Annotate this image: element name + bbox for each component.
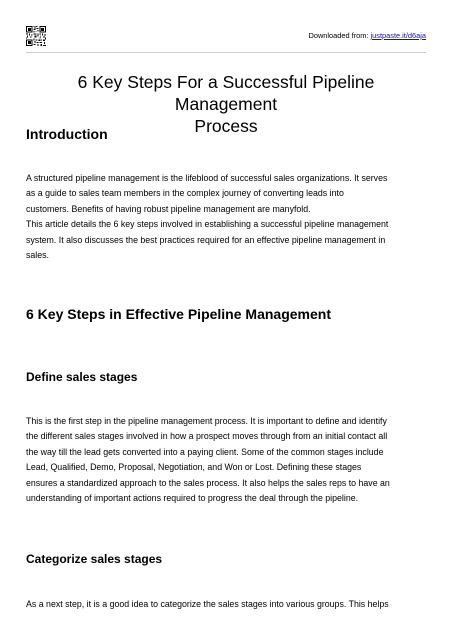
paragraph-line: This article details the 6 key steps involved in establishing a successful pipeline management	[26, 219, 389, 230]
paragraph-line: As a next step, it is a good idea to categorize the sales stages into various groups. This helps	[26, 599, 389, 609]
download-source	[309, 31, 427, 40]
introduction-paragraph	[26, 171, 426, 263]
paragraph-line: system. It also discusses the best practices required for an effective pipeline management in	[26, 234, 386, 245]
introduction-heading: Introduction	[26, 126, 108, 142]
header-divider	[26, 52, 426, 53]
paragraph-line: sales.	[26, 250, 49, 261]
paragraph-line: the different sales stages involved in how a prospect moves through from an initial contact all	[26, 431, 388, 442]
page-header	[26, 26, 426, 52]
paragraph-line: This is the first step in the pipeline management process. It is important to define and identify	[26, 416, 387, 426]
download-source-label: Downloaded from:	[308, 31, 371, 40]
categorize-stages-heading: Categorize sales stages	[26, 552, 163, 566]
document-title-line-2: Process	[194, 116, 258, 136]
paragraph-line: the way till the lead gets converted into a paying client. Some of the common stages include	[26, 446, 384, 457]
paragraph-line: ensures a standardized approach to the sales process. It also helps the sales reps to have an	[26, 477, 390, 488]
paragraph-line: understanding of important actions required to progress the deal through the pipeline.	[26, 493, 359, 504]
categorize-stages-paragraph	[26, 597, 426, 612]
paragraph-line: as a guide to sales team members in the complex journey of converting leads into	[26, 188, 344, 199]
download-source-link[interactable]: justpaste.it/d6aja	[370, 31, 426, 40]
define-stages-heading: Define sales stages	[26, 370, 138, 384]
define-stages-paragraph	[26, 414, 426, 506]
qr-code-icon	[26, 26, 46, 46]
paragraph-line: Lead, Qualified, Demo, Proposal, Negotiation, and Won or Lost. Defining these stages	[26, 462, 362, 473]
key-steps-heading: 6 Key Steps in Effective Pipeline Management	[26, 306, 331, 322]
document-title-line-1: 6 Key Steps For a Successful Pipeline Management	[77, 72, 375, 114]
paragraph-line: A structured pipeline management is the lifeblood of successful sales organizations. It serves	[26, 173, 388, 183]
paragraph-line: customers. Benefits of having robust pipeline management are manyfold.	[26, 203, 311, 214]
